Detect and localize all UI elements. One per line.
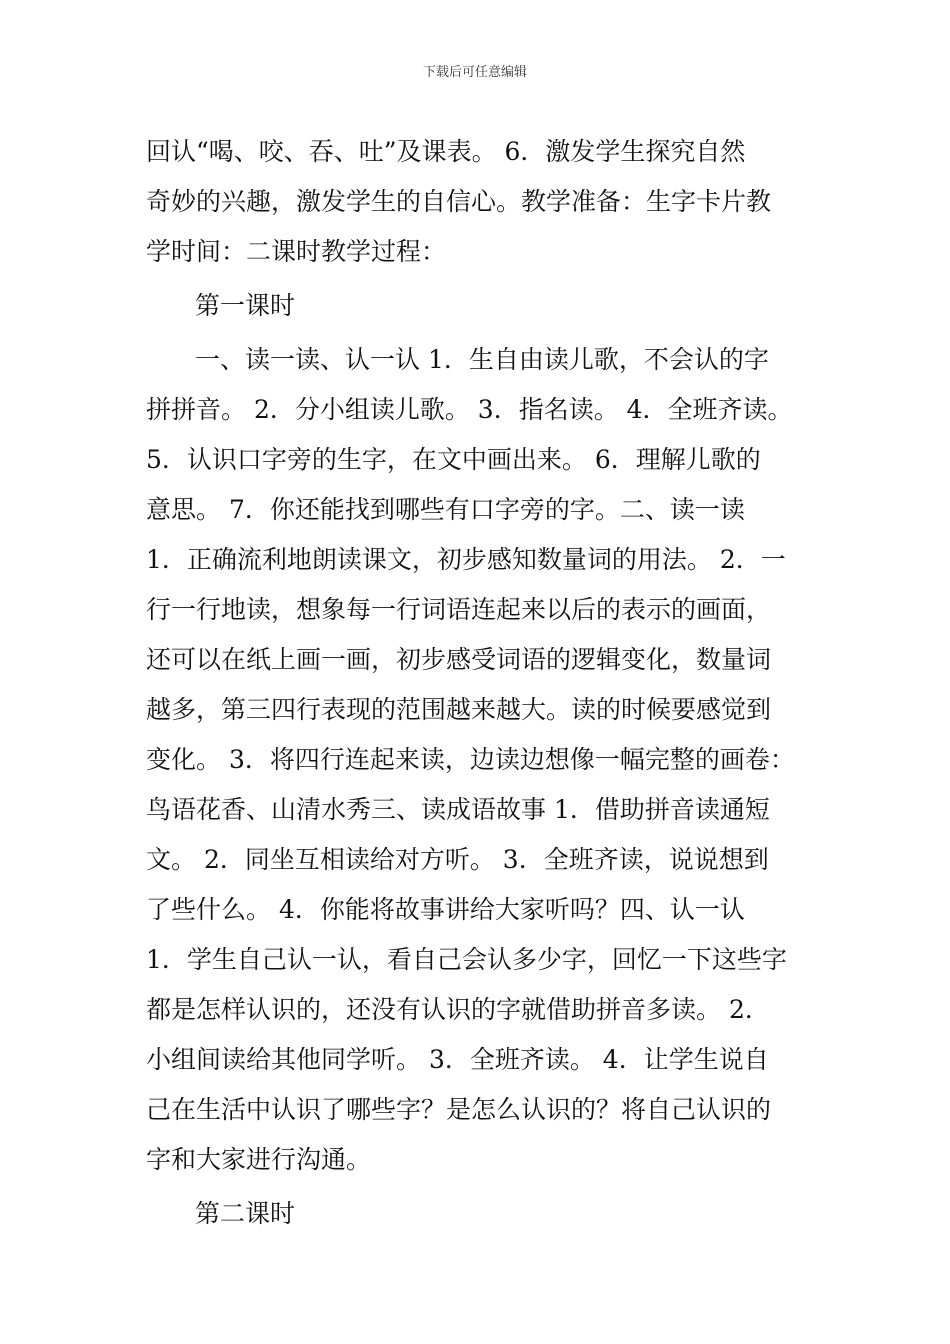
text-line: 鸟语花香、山清水秀三、读成语故事 1．借助拼音读通短: [146, 795, 770, 824]
text-line: 行一行地读，想象每一行词语连起来以后的表示的画面，: [146, 595, 772, 624]
text-line: 意思。 7．你还能找到哪些有口字旁的字。二、读一读: [146, 495, 745, 524]
text-line: 5．认识口字旁的生字，在文中画出来。 6．理解儿歌的: [146, 445, 761, 474]
paragraph-intro: [146, 127, 826, 277]
section-heading-lesson-2: 第二课时: [195, 1199, 296, 1228]
text-line: 奇妙的兴趣，激发学生的自信心。教学准备：生字卡片教: [146, 187, 772, 216]
page-header-note: 下载后可任意编辑: [422, 65, 527, 80]
text-line: 变化。 3．将四行连起来读，边读边想像一幅完整的画卷：: [146, 745, 795, 774]
document-body: [146, 127, 826, 1239]
text-line: 都是怎样认识的，还没有认识的字就借助拼音多读。 2．: [146, 995, 770, 1024]
text-line: 1．学生自己认一认，看自己会认多少字，回忆一下这些字: [146, 945, 787, 974]
text-line: 字和大家进行沟通。: [146, 1145, 372, 1174]
text-line: 小组间读给其他同学听。 3．全班齐读。 4．让学生说自: [146, 1045, 769, 1074]
text-line: 越多，第三四行表现的范围越来越大。读的时候要感觉到: [146, 695, 772, 724]
text-line: 还可以在纸上画一画，初步感受词语的逻辑变化，数量词: [146, 645, 772, 674]
text-line: 拼拼音。 2．分小组读儿歌。 3．指名读。 4．全班齐读。: [146, 395, 793, 424]
text-line: 己在生活中认识了哪些字？是怎么认识的？将自己认识的: [146, 1095, 772, 1124]
text-line: 学时间：二课时教学过程：: [146, 237, 447, 266]
text-line: 文。 2．同坐互相读给对方听。 3．全班齐读，说说想到: [146, 845, 769, 874]
text-line: 1．正确流利地朗读课文，初步感知数量词的用法。 2．一: [146, 545, 786, 574]
section-heading-lesson-1: 第一课时: [195, 291, 296, 320]
text-line: 回认“喝、咬、吞、吐”及课表。 6．激发学生探究自然: [146, 137, 746, 166]
paragraph-lesson-1: [146, 335, 826, 1185]
text-line: 一、读一读、认一认 1．生自由读儿歌，不会认的字: [195, 345, 769, 374]
text-line: 了些什么。 4．你能将故事讲给大家听吗？四、认一认: [146, 895, 745, 924]
